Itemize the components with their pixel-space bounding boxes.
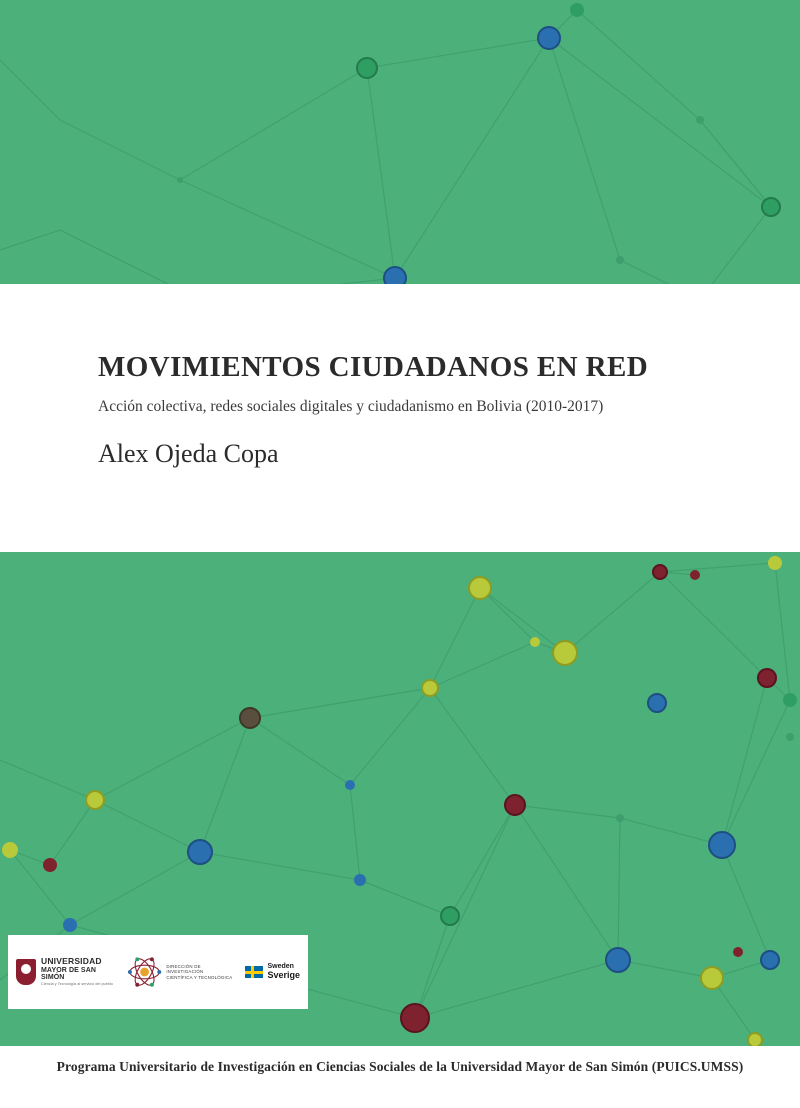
- logo-strip: [8, 935, 308, 1009]
- footer-text: Programa Universitario de Investigación en Ciencias Sociales de la Universidad Mayor de San Simón (PUICS.UMSS): [56, 1059, 744, 1074]
- umss-logo-line3: Ciencia y Tecnología al servicio del pueblo: [41, 981, 113, 986]
- sweden-logo: [245, 935, 300, 1009]
- page-title: MOVIMIENTOS CIUDADANOS EN RED: [98, 351, 649, 383]
- sweden-logo-text: [267, 963, 300, 981]
- dicyt-logo-line2: CIENTÍFICA Y TECNOLÓGICA: [166, 974, 233, 980]
- umss-logo: [16, 935, 119, 1009]
- umss-shield-icon: [16, 959, 36, 985]
- umss-logo-line2: MAYOR DE SAN SIMÓN: [41, 966, 97, 981]
- footer-band: [0, 1046, 800, 1108]
- sweden-logo-line1: Sweden: [267, 963, 294, 971]
- umss-logo-text: [41, 957, 119, 986]
- dicyt-atom-icon: [127, 951, 162, 993]
- dicyt-logo: [127, 935, 237, 1009]
- book-author: Alex Ojeda Copa: [98, 439, 279, 469]
- book-subtitle: Acción colectiva, redes sociales digitales y ciudadanismo en Bolivia (2010-2017): [98, 397, 604, 415]
- sweden-logo-line2: Sverige: [267, 969, 300, 980]
- title-block: [98, 352, 738, 469]
- dicyt-logo-text: [166, 964, 237, 981]
- umss-logo-line1: UNIVERSIDAD: [41, 956, 102, 967]
- dicyt-logo-line1: DIRECCIÓN DE INVESTIGACIÓN: [166, 963, 204, 975]
- sweden-flag-icon: [245, 966, 263, 978]
